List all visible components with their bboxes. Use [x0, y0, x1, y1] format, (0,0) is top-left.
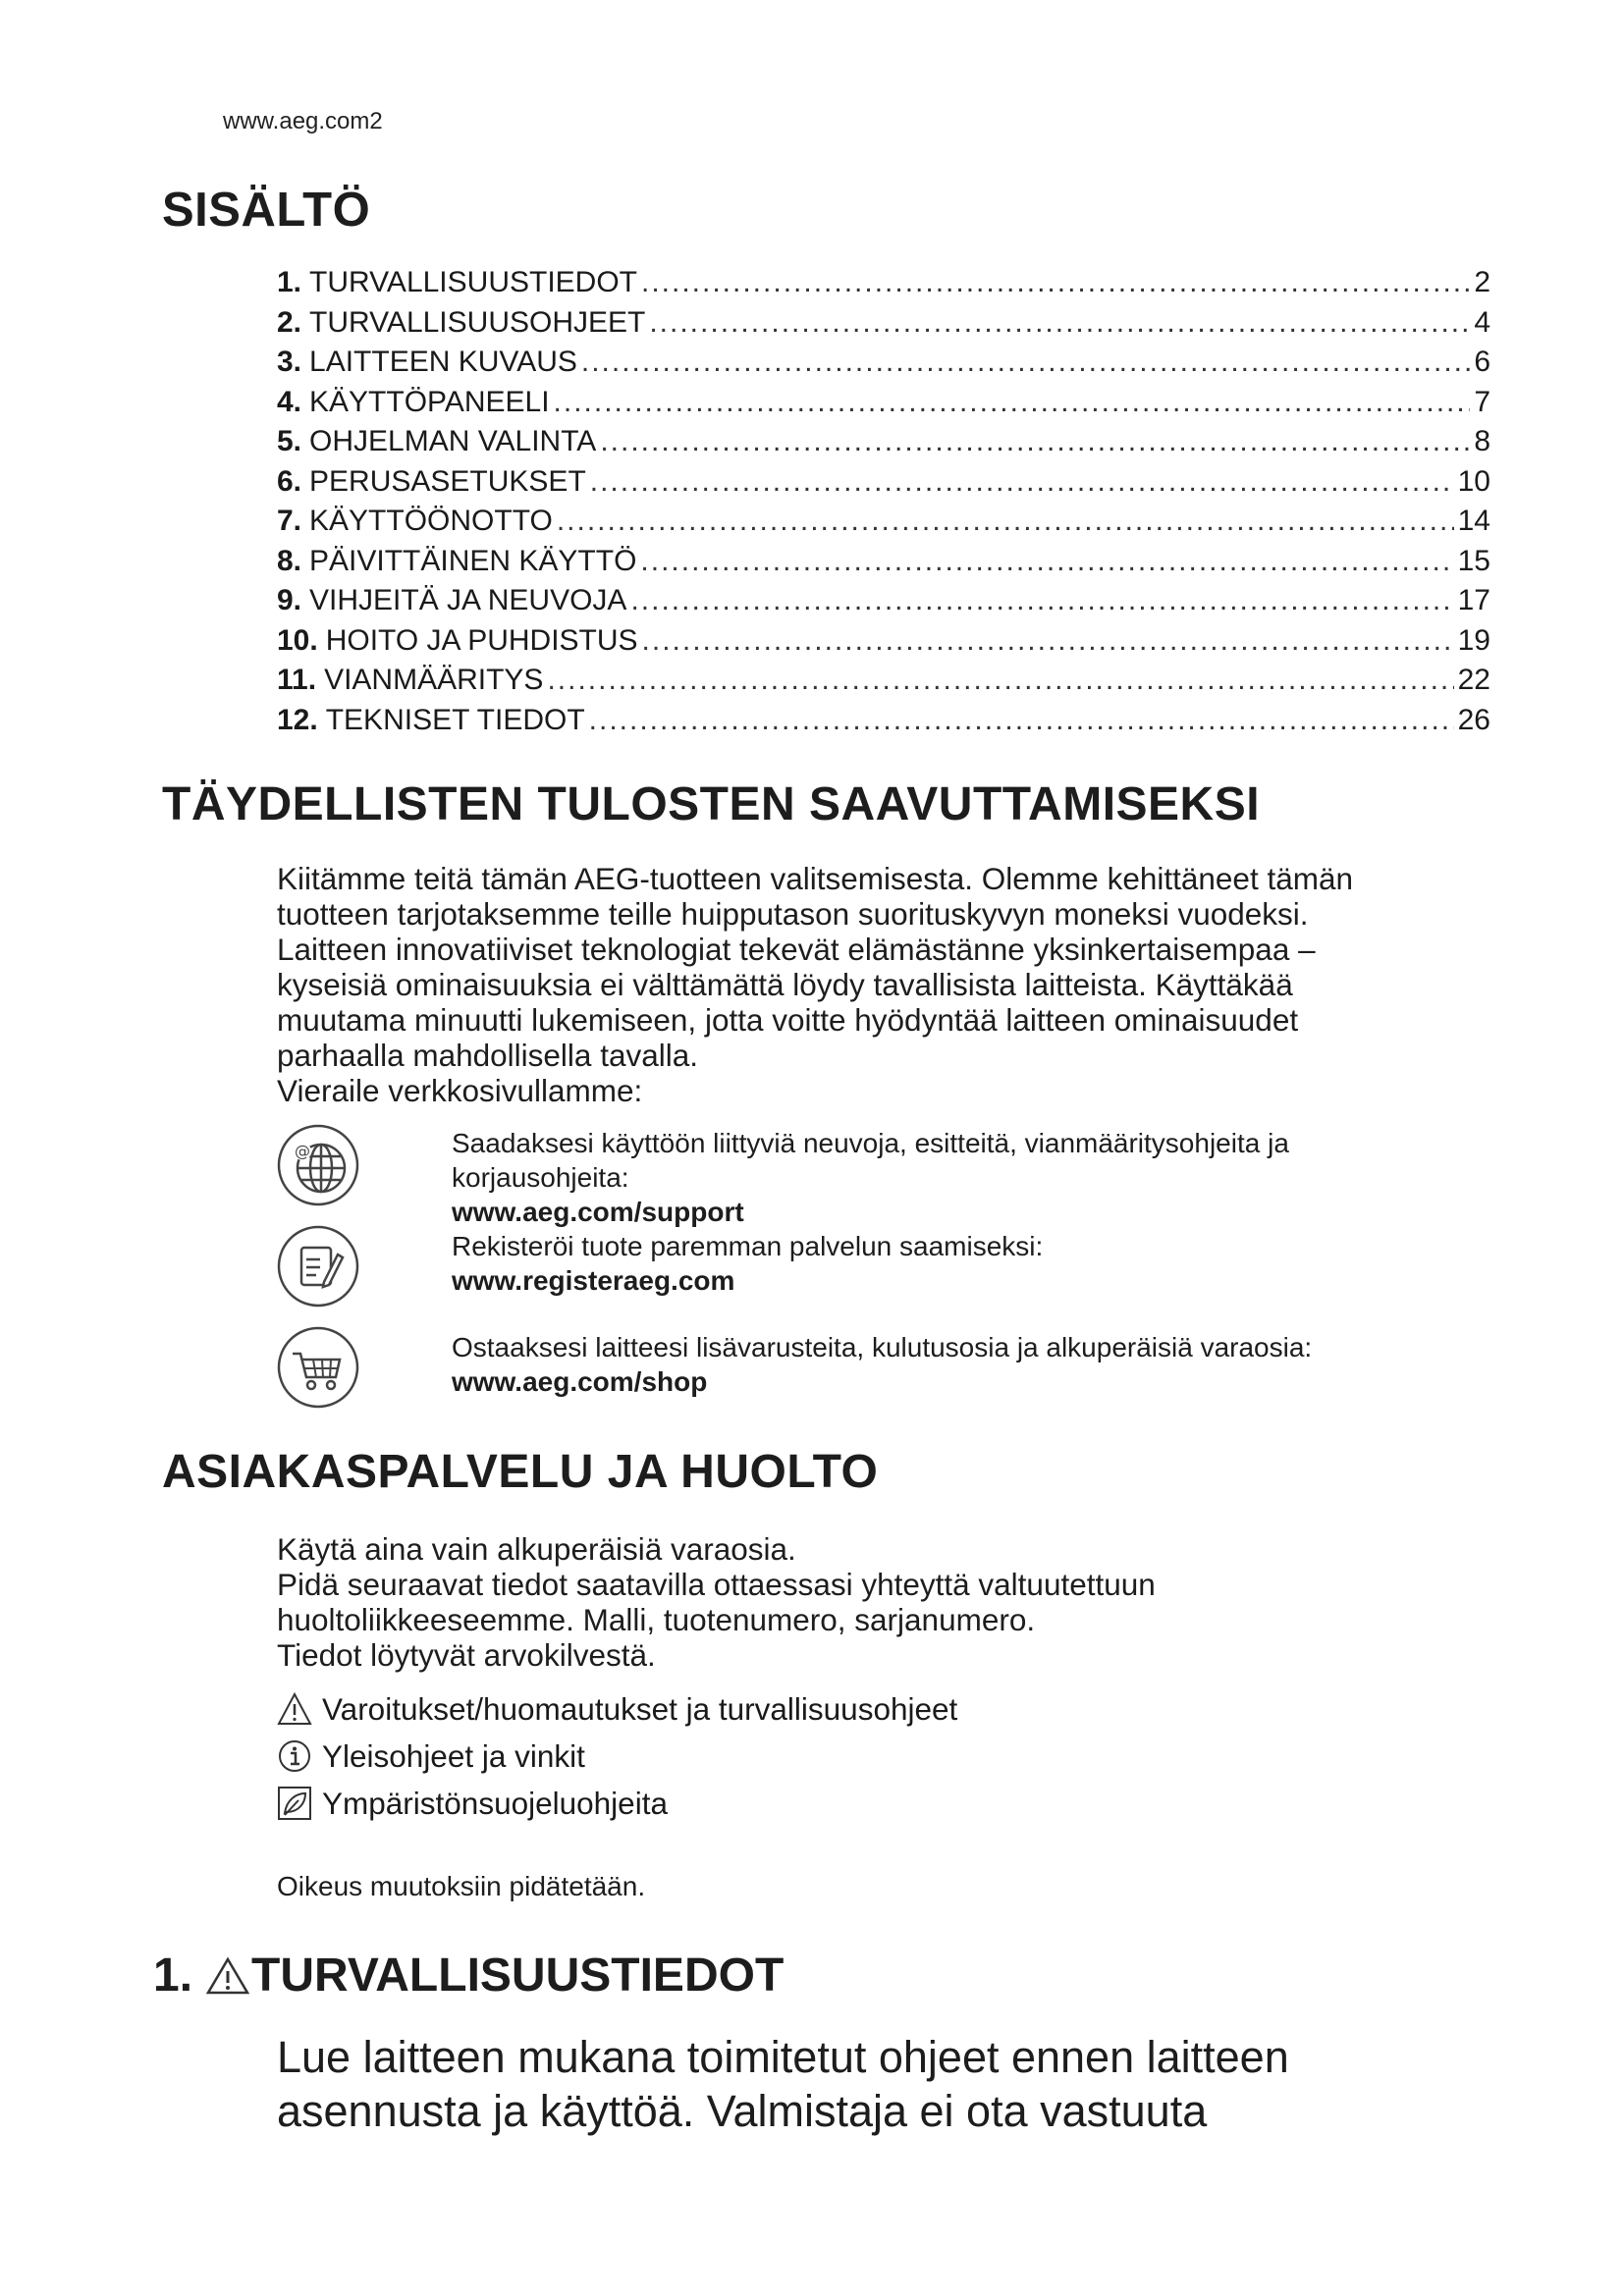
warning-icon	[277, 1691, 312, 1727]
globe-icon	[277, 1124, 359, 1206]
text-line: Vieraile verkkosivullamme:	[277, 1073, 643, 1108]
toc-row[interactable]	[277, 661, 1490, 701]
toc-title: OHJELMAN VALINTA	[309, 425, 597, 457]
text-line: muutama minuutti lukemiseen, jotta voitte hyödyntää laitteen ominaisuudet	[277, 1002, 1299, 1038]
cart-icon	[277, 1326, 359, 1409]
toc-title: KÄYTTÖPANEELI	[309, 385, 550, 418]
svg-text:@: @	[295, 1142, 310, 1160]
text-line: kyseisiä ominaisuuksia ei välttämättä löydy tavallisista laitteista. Käyttäkää	[277, 967, 1293, 1002]
text-line: huoltoliikkeeseemme. Malli, tuotenumero, sarjanumero.	[277, 1602, 1036, 1637]
text-line: Saadaksesi käyttöön liittyviä neuvoja, esitteitä, vianmääritysohjeita ja	[452, 1128, 1289, 1158]
toc-page: 10	[1457, 464, 1490, 498]
legend-label: Yleisohjeet ja vinkit	[322, 1737, 585, 1774]
legend-label: Ympäristönsuojeluohjeita	[322, 1785, 668, 1821]
toc-title: TURVALLISUUSOHJEET	[309, 305, 646, 339]
toc-page: 4	[1474, 305, 1490, 339]
toc-number: 1.	[277, 266, 302, 298]
text-line: Ostaaksesi laitteesi lisävarusteita, kulutusosia ja alkuperäisiä varaosia:	[452, 1332, 1313, 1362]
toc-page: 15	[1457, 544, 1490, 577]
toc-page: 2	[1474, 266, 1490, 298]
section-number: 1.	[153, 1949, 193, 2002]
symbol-legend	[277, 1685, 1161, 1827]
text-line: Käytä aina vain alkuperäisiä varaosia.	[277, 1531, 796, 1567]
text-line: parhaalla mahdollisella tavalla.	[277, 1038, 699, 1073]
toc-page: 26	[1457, 703, 1490, 736]
toc-title: VIANMÄÄRITYS	[324, 664, 544, 696]
toc-row[interactable]	[277, 303, 1490, 344]
toc-number: 4.	[277, 385, 302, 418]
page-header-url: www.aeg.com2	[223, 108, 383, 134]
text-line: Kiitämme teitä tämän AEG-tuotteen valitsemisesta. Olemme kehittäneet tämän	[277, 861, 1353, 896]
legend-item	[277, 1685, 1161, 1733]
perfect-results-heading: TÄYDELLISTEN TULOSTEN SAAVUTTAMISEKSI	[162, 778, 1261, 830]
toc-number: 6.	[277, 464, 302, 498]
toc-number: 11.	[277, 664, 317, 696]
disclaimer-note: Oikeus muutoksiin pidätetään.	[277, 1871, 646, 1901]
toc-leader	[642, 621, 1454, 662]
toc-number: 8.	[277, 544, 302, 577]
toc-row[interactable]	[277, 581, 1490, 621]
toc-leader	[600, 422, 1470, 462]
text-line: Lue laitteen mukana toimitetut ohjeet ennen laitteen	[277, 2032, 1289, 2082]
toc-row[interactable]	[277, 422, 1490, 462]
toc-leader	[547, 661, 1453, 701]
contents-heading: SISÄLTÖ	[162, 184, 371, 237]
shop-link-block	[452, 1330, 1434, 1399]
toc-row[interactable]	[277, 621, 1490, 662]
toc-leader	[589, 701, 1454, 741]
text-line: Rekisteröi tuote paremman palvelun saamiseksi:	[452, 1231, 1044, 1261]
toc-leader	[630, 581, 1453, 621]
toc-number: 10.	[277, 623, 318, 657]
toc-leader	[641, 263, 1470, 303]
toc-page: 14	[1457, 505, 1490, 537]
text-line: korjausohjeita:	[452, 1162, 629, 1193]
support-link-block	[452, 1126, 1434, 1229]
legend-label: Varoitukset/huomautukset ja turvallisuusohjeet	[322, 1690, 958, 1727]
section-title: TURVALLISUUSTIEDOT	[251, 1949, 785, 2002]
legend-item	[277, 1780, 1161, 1827]
toc-row[interactable]	[277, 542, 1490, 582]
toc-page: 7	[1474, 385, 1490, 418]
support-link[interactable]: www.aeg.com/support	[452, 1197, 744, 1227]
toc-title: KÄYTTÖÖNOTTO	[309, 505, 553, 537]
toc-leader	[640, 542, 1453, 582]
toc-row[interactable]	[277, 263, 1490, 303]
text-line: tuotteen tarjotaksemme teille huipputason suorituskyvyn moneksi vuodeksi.	[277, 896, 1309, 932]
toc-page: 8	[1474, 425, 1490, 457]
register-link[interactable]: www.registeraeg.com	[452, 1265, 735, 1296]
leaf-icon	[277, 1786, 312, 1821]
toc-leader	[590, 462, 1454, 503]
toc-title: PERUSASETUKSET	[309, 464, 586, 498]
toc-leader	[554, 383, 1471, 423]
toc-title: PÄIVITTÄINEN KÄYTTÖ	[309, 544, 637, 577]
section-1-heading	[153, 1949, 784, 2002]
customer-service-heading: ASIAKASPALVELU JA HUOLTO	[162, 1446, 879, 1498]
toc-leader	[581, 343, 1470, 383]
info-icon	[277, 1738, 312, 1774]
toc-title: HOITO JA PUHDISTUS	[325, 623, 638, 657]
toc-leader	[649, 303, 1470, 344]
toc-title: VIHJEITÄ JA NEUVOJA	[309, 584, 627, 616]
warning-icon	[206, 1956, 249, 1996]
toc-row[interactable]	[277, 462, 1490, 503]
toc-number: 9.	[277, 584, 302, 616]
customer-service-text	[277, 1531, 1504, 1673]
register-icon	[277, 1225, 359, 1308]
toc-number: 3.	[277, 346, 302, 378]
section-1-intro	[277, 2030, 1504, 2138]
toc-row[interactable]	[277, 701, 1490, 741]
text-line: asennusta ja käyttöä. Valmistaja ei ota vastuuta	[277, 2086, 1208, 2136]
toc-number: 12.	[277, 703, 318, 736]
shop-link[interactable]: www.aeg.com/shop	[452, 1366, 708, 1397]
legend-item	[277, 1733, 1161, 1780]
text-line: Laitteen innovatiiviset teknologiat tekevät elämästänne yksinkertaisempaa –	[277, 932, 1316, 967]
text-line: Pidä seuraavat tiedot saatavilla ottaessasi yhteyttä valtuutettuun	[277, 1567, 1156, 1602]
toc-row[interactable]	[277, 502, 1490, 542]
toc-title: TURVALLISUUSTIEDOT	[309, 266, 637, 298]
toc-number: 7.	[277, 505, 302, 537]
toc-number: 2.	[277, 305, 302, 339]
toc-row[interactable]	[277, 343, 1490, 383]
toc-page: 6	[1474, 346, 1490, 378]
toc-row[interactable]	[277, 383, 1490, 423]
toc-number: 5.	[277, 425, 302, 457]
text-line: Tiedot löytyvät arvokilvestä.	[277, 1637, 656, 1673]
toc-title: TEKNISET TIEDOT	[325, 703, 585, 736]
toc-page: 17	[1457, 584, 1490, 616]
table-of-contents	[277, 263, 1490, 740]
perfect-results-text	[277, 861, 1504, 1108]
toc-title: LAITTEEN KUVAUS	[309, 346, 577, 378]
toc-page: 19	[1457, 623, 1490, 657]
toc-leader	[557, 502, 1454, 542]
register-link-block	[452, 1229, 1434, 1298]
toc-page: 22	[1457, 664, 1490, 696]
